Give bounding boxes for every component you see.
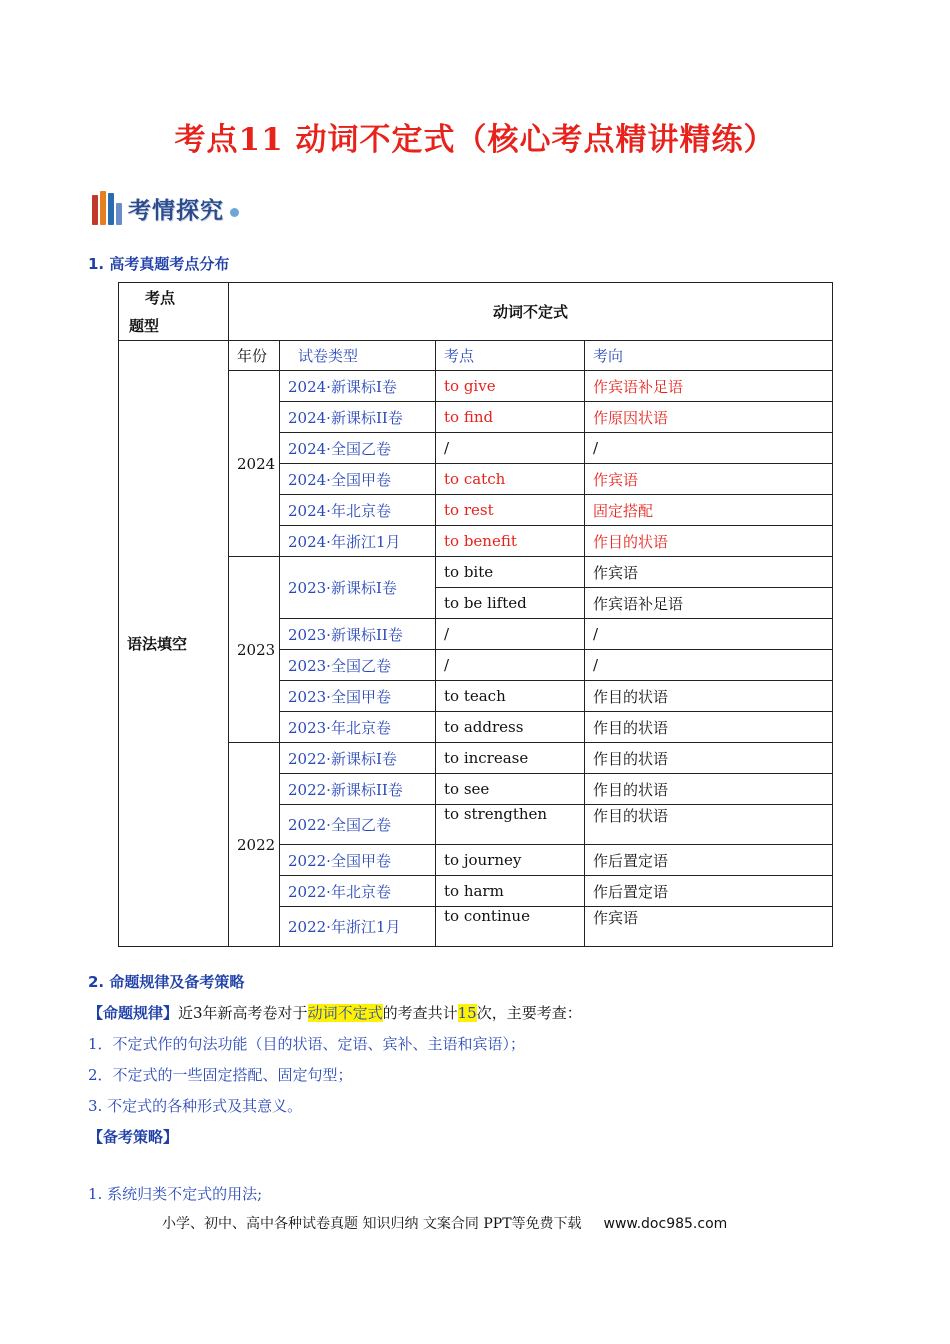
rule-highlight-topic: 动词不定式 [307,1004,383,1022]
paper-cell: 2023·全国乙卷 [280,650,436,681]
point-cell: to harm [436,876,585,907]
paper-cell: 2022·新课标II卷 [280,774,436,805]
paper-cell: 2023·年北京卷 [280,712,436,743]
col-header-paper: 试卷类型 [280,341,436,371]
corner-bottom-label: 题型 [129,316,160,335]
paper-cell: 2024·新课标I卷 [280,371,436,402]
paper-cell: 2024·年浙江1月 [280,526,436,557]
point-cell: to give [436,371,585,402]
rule-summary-line [88,1002,582,1023]
rule-text-2: 的考查共计 [382,1004,458,1022]
point-cell: to continue [436,907,585,947]
direction-cell: 作后置定语 [585,845,833,876]
paper-cell: 2024·年北京卷 [280,495,436,526]
direction-cell: 作目的状语 [585,743,833,774]
year-cell: 2023 [229,557,280,743]
point-cell: to bite [436,557,585,588]
direction-cell: 作目的状语 [585,805,833,845]
table-title-cell: 动词不定式 [229,283,833,341]
direction-cell: 作宾语补足语 [585,371,833,402]
paper-cell: 2023·全国甲卷 [280,681,436,712]
column-header-row [119,341,833,371]
book-spine-icon [116,203,122,225]
paper-cell: 2022·年浙江1月 [280,907,436,947]
direction-cell: 作宾语补足语 [585,588,833,619]
question-type-cell: 语法填空 [119,341,229,947]
direction-cell: 作目的状语 [585,712,833,743]
book-spine-icon [100,191,106,225]
paper-cell: 2022·全国甲卷 [280,845,436,876]
paper-cell: 2024·全国甲卷 [280,464,436,495]
banner-title: 考情探究 [128,197,224,224]
col-header-year: 年份 [229,341,280,371]
section-heading-distribution: 1. 高考真题考点分布 [88,255,230,273]
point-cell: to strengthen [436,805,585,845]
table-header-row [119,283,833,341]
col-header-direction: 考向 [585,341,833,371]
point-cell: / [436,619,585,650]
point-cell: to be lifted [436,588,585,619]
direction-cell: / [585,433,833,464]
rule-highlight-count: 15 [457,1004,477,1022]
paper-cell: 2022·全国乙卷 [280,805,436,845]
direction-cell: / [585,619,833,650]
rule-label: 【命题规律】 [88,1004,179,1022]
direction-cell: 作原因状语 [585,402,833,433]
corner-top-label: 考点 [145,288,176,307]
section-banner [92,188,239,228]
point-cell: to benefit [436,526,585,557]
banner-dot-icon [230,208,239,217]
rule-item-1: 1．不定式作的句法功能（目的状语、定语、宾补、主语和宾语）； [88,1035,526,1053]
book-spine-icon [92,195,98,225]
page-footer [162,1213,727,1233]
point-cell: to see [436,774,585,805]
paper-cell: 2023·新课标II卷 [280,619,436,650]
point-cell: to address [436,712,585,743]
footer-text: 小学、初中、高中各种试卷真题 知识归纳 文案合同 PPT等免费下载 [162,1216,582,1232]
point-cell: to teach [436,681,585,712]
strategy-label [88,1126,178,1147]
rule-text-1: 近3年新高考卷对于 [178,1004,308,1022]
page-title: 考点11 动词不定式（核心考点精讲精练） [174,122,776,158]
paper-cell: 2022·新课标I卷 [280,743,436,774]
book-spine-icon [108,193,114,225]
point-cell: to journey [436,845,585,876]
exam-distribution-table [118,282,833,947]
point-cell: to increase [436,743,585,774]
year-cell: 2022 [229,743,280,947]
col-header-point: 考点 [436,341,585,371]
paper-cell: 2023·新课标I卷 [280,557,436,619]
corner-cell [119,283,229,341]
point-cell: to catch [436,464,585,495]
books-icon [92,191,122,225]
year-cell: 2024 [229,371,280,557]
paper-cell: 2022·年北京卷 [280,876,436,907]
strategy-item-1: 1. 系统归类不定式的用法; [88,1185,263,1203]
rule-item-3: 3. 不定式的各种形式及其意义。 [88,1097,303,1115]
rule-text-3: 次，主要考查： [476,1004,582,1022]
paper-cell: 2024·全国乙卷 [280,433,436,464]
direction-cell: 作后置定语 [585,876,833,907]
point-cell: / [436,650,585,681]
direction-cell: / [585,650,833,681]
direction-cell: 固定搭配 [585,495,833,526]
paper-cell: 2024·新课标II卷 [280,402,436,433]
section-heading-rules: 2. 命题规律及备考策略 [88,973,245,991]
rule-item-2: 2．不定式的一些固定搭配、固定句型； [88,1066,353,1084]
point-cell: / [436,433,585,464]
direction-cell: 作目的状语 [585,774,833,805]
point-cell: to rest [436,495,585,526]
point-cell: to find [436,402,585,433]
strategy-label-text: 【备考策略】 [88,1128,179,1146]
direction-cell: 作目的状语 [585,681,833,712]
direction-cell: 作宾语 [585,907,833,947]
footer-site-link[interactable]: www.doc985.com [603,1216,728,1232]
direction-cell: 作宾语 [585,557,833,588]
direction-cell: 作宾语 [585,464,833,495]
direction-cell: 作目的状语 [585,526,833,557]
